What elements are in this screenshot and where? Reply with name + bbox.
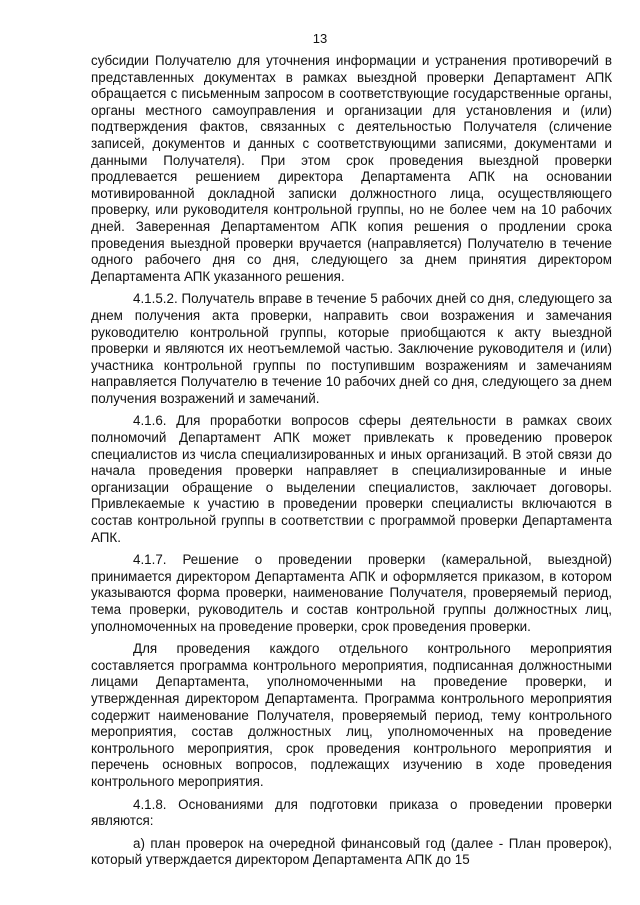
paragraph-subsidy-continuation: субсидии Получателю для уточнения информации и устранения противоречий в представленных документах в рамках выездной проверки Департамент АПК обращается с письменным запросом в соответствующие государственные органы, органы местного самоуправления и организации для установления и (или) подтверждения фактов, связанных с деятельностью Получателя (сличение записей, документов и данных с соответствующими записями, документами и данными Получателя). При этом срок проведения выездной проверки продлевается решением директора Департамента АПК на основании мотивированной докладной записки должностного лица, осуществляющего проверку, или руководителя контрольной группы, но не более чем на 10 рабочих дней. Заверенная Департаментом АПК копия решения о продлении срока проведения выездной проверки вручается (направляется) Получателю в течение одного рабочего дня со дня, следующего за днем принятия директором Департамента АПК указанного решения. bbox=[91, 53, 612, 284]
paragraph-4-1-5-2: 4.1.5.2. Получатель вправе в течение 5 рабочих дней со дня, следующего за днем получения акта проверки, направить свои возражения и замечания руководителю контрольной группы, которые приобщаются к акту выездной проверки и являются их неотъемлемой частью. Заключение руководителя и (или) участника контрольной группы по поступившим возражениям и замечаниям направляется Получателю в течение 10 рабочих дней со дня, следующего за днем получения возражений и замечаний. bbox=[91, 291, 612, 406]
document-body bbox=[91, 53, 612, 875]
paragraph-control-program: Для проведения каждого отдельного контрольного мероприятия составляется программа контрольного мероприятия, подписанная должностными лицами Департамента, уполномоченными на проведение проверки, и утвержденная директором Департамента. Программа контрольного мероприятия содержит наименование Получателя, проверяемый период, тему контрольного мероприятия, состав должностных лиц, уполномоченных на проведение контрольного мероприятия, срок проведения контрольного мероприятия и перечень основных вопросов, подлежащих изучению в ходе проведения контрольного мероприятия. bbox=[91, 641, 612, 789]
paragraph-4-1-8: 4.1.8. Основаниями для подготовки приказа о проведении проверки являются: bbox=[91, 796, 612, 829]
paragraph-4-1-6: 4.1.6. Для проработки вопросов сферы деятельности в рамках своих полномочий Департамент АПК может привлекать к проведению проверок специалистов из числа специализированных и иных организаций. В этой связи до начала проведения проверки направляет в специализированные и иные организации обращение о выделении специалистов, заключает договоры. Привлекаемые к участию в проведении проверки специалисты включаются в состав контрольной группы в соответствии с программой проверки Департамента АПК. bbox=[91, 413, 612, 545]
paragraph-4-1-7: 4.1.7. Решение о проведении проверки (камеральной, выездной) принимается директором Департамента АПК и оформляется приказом, в котором указываются форма проверки, наименование Получателя, проверяемый период, тема проверки, руководитель и состав контрольной группы должностных лиц, уполномоченных на проведение проверки, срок проведения проверки. bbox=[91, 552, 612, 634]
page-number: 13 bbox=[312, 31, 328, 46]
paragraph-item-a: а) план проверок на очередной финансовый год (далее - План проверок), который утверждается директором Департамента АПК до 15 bbox=[91, 835, 612, 868]
